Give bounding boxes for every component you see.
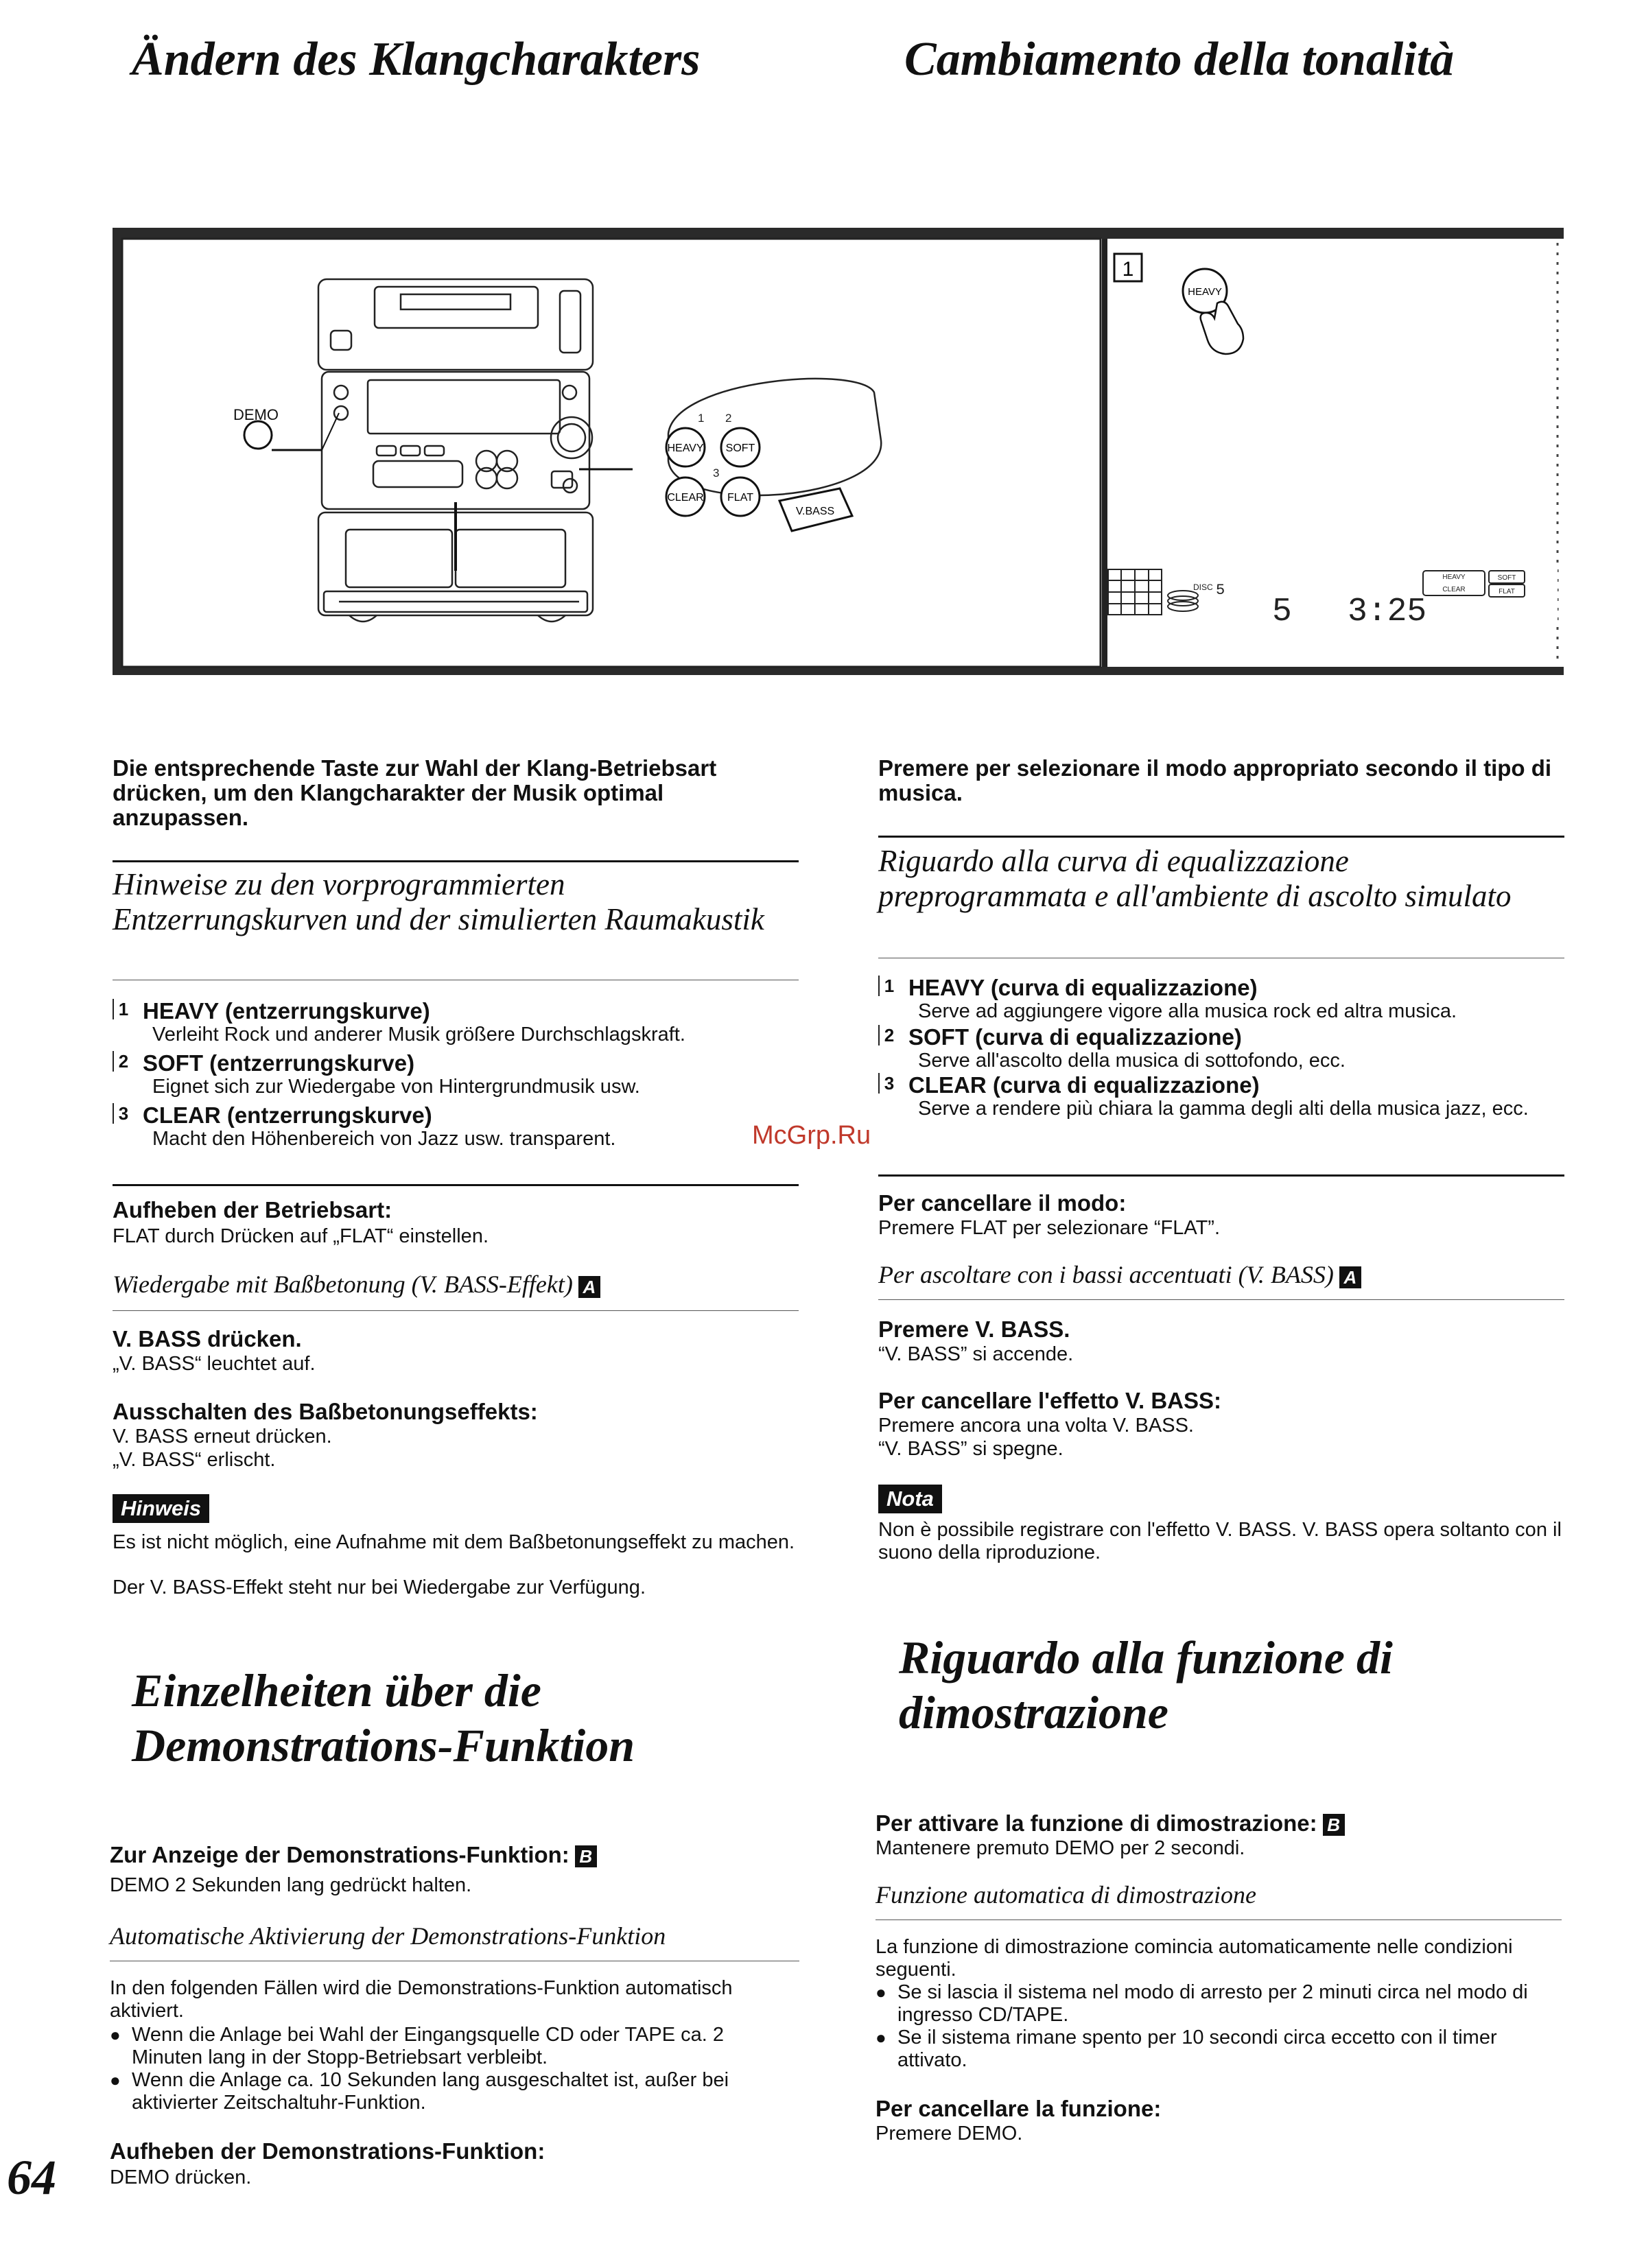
demo-show-head-it bbox=[876, 1811, 1345, 1836]
eq-desc: Macht den Höhenbereich von Jazz usw. transparent. bbox=[152, 1128, 616, 1150]
heavy-button-label: HEAVY bbox=[667, 442, 704, 454]
demo-show-text-it: Mantenere premuto DEMO per 2 secondi. bbox=[876, 1837, 1245, 1859]
eq-name: HEAVY (entzerrungskurve) bbox=[143, 998, 430, 1024]
rule-de-cancel bbox=[113, 1184, 799, 1186]
list-item: ● Wenn die Anlage ca. 10 Sekunden lang ausgeschaltet ist, außer bei aktivierter Zeitschaltuhr-Funktion. bbox=[110, 2069, 799, 2114]
intro-it: Premere per selezionare il modo appropriato secondo il tipo di musica. bbox=[878, 755, 1552, 805]
eq-name: SOFT (curva di equalizzazione) bbox=[908, 1024, 1242, 1050]
eq-desc: Serve ad aggiungere vigore alla musica rock ed altra musica. bbox=[918, 1000, 1457, 1022]
cancel-mode-text-it: Premere FLAT per selezionare “FLAT”. bbox=[878, 1217, 1220, 1239]
vbass-press-text-de: „V. BASS“ leuchtet auf. bbox=[113, 1353, 316, 1375]
eq-desc: Verleiht Rock und anderer Musik größere Durchschlagskraft. bbox=[152, 1024, 685, 1046]
auto-bullets-it bbox=[876, 1981, 1562, 2072]
display-mode-clear: CLEAR bbox=[1442, 586, 1466, 593]
vbass-heading-de bbox=[113, 1271, 799, 1298]
display-mode-heavy: HEAVY bbox=[1442, 574, 1466, 581]
display-disc-label: DISC bbox=[1193, 582, 1213, 592]
badge-b: B bbox=[1323, 1814, 1345, 1836]
vbass-off-text1-de: V. BASS erneut drücken. bbox=[113, 1426, 332, 1448]
eq-num: 3 bbox=[113, 1103, 133, 1124]
demo-cancel-text-de: DEMO drücken. bbox=[110, 2166, 252, 2188]
page-title-de: Ändern des Klangcharakters bbox=[132, 33, 701, 86]
demo-cancel-head-de: Aufheben der Demonstrations-Funktion: bbox=[110, 2138, 545, 2164]
figure-illustration bbox=[113, 228, 1564, 675]
list-item: ● Wenn die Anlage bei Wahl der Eingangsquelle CD oder TAPE ca. 2 Minuten lang in der Stopp-Betriebsart verbleibt. bbox=[110, 2024, 799, 2069]
rule-it-vbass bbox=[878, 1299, 1564, 1300]
eq-name: CLEAR (entzerrungskurve) bbox=[143, 1102, 432, 1128]
vbass-heading-it bbox=[878, 1261, 1564, 1288]
eq-num: 3 bbox=[878, 1073, 899, 1094]
demo-title-it: Riguardo alla funzione di dimostrazione bbox=[899, 1631, 1393, 1738]
eq-heading-it: Riguardo alla curva di equalizzazione preprogrammata e all'ambiente di ascolto simulato bbox=[878, 844, 1512, 913]
demo-show-head-text: Per attivare la funzione di dimostrazione: bbox=[876, 1810, 1317, 1836]
watermark: McGrp.Ru bbox=[752, 1121, 871, 1150]
badge-b: B bbox=[575, 1845, 597, 1867]
intro-de: Die entsprechende Taste zur Wahl der Klang-Betriebsart drücken, um den Klangcharakter der Musik optimal anzupassen. bbox=[113, 755, 717, 830]
display-time: 3:25 bbox=[1348, 593, 1427, 630]
demo-show-text-de: DEMO 2 Sekunden lang gedrückt halten. bbox=[110, 1874, 472, 1896]
demo-show-head-de bbox=[110, 1843, 597, 1867]
auto-text-it: La funzione di dimostrazione comincia automaticamente nelle condizioni seguenti. bbox=[876, 1936, 1513, 1981]
rule-it-eq-top bbox=[878, 836, 1564, 838]
soft-button-label: SOFT bbox=[725, 442, 755, 454]
eq-item-clear-de bbox=[113, 1103, 799, 1150]
demo-title-de: Einzelheiten über die Demonstrations-Funktion bbox=[132, 1664, 635, 1771]
eq-desc: Eignet sich zur Wiedergabe von Hintergrundmusik usw. bbox=[152, 1076, 640, 1098]
vbass-press-head-it: Premere V. BASS. bbox=[878, 1316, 1070, 1342]
page-title-it: Cambiamento della tonalità bbox=[904, 33, 1455, 86]
lcd-display bbox=[1107, 565, 1558, 620]
display-mode-soft: SOFT bbox=[1497, 574, 1516, 582]
button-number-1: 1 bbox=[698, 412, 705, 425]
list-item: ● Se si lascia il sistema nel modo di arresto per 2 minuti circa nel modo di ingresso CD/TAPE. bbox=[876, 1981, 1562, 2027]
vbass-off-head-it: Per cancellare l'effetto V. BASS: bbox=[878, 1388, 1221, 1413]
page-number: 64 bbox=[7, 2150, 56, 2205]
note-text2-de: Der V. BASS-Effekt steht nur bei Wiedergabe zur Verfügung. bbox=[113, 1576, 646, 1598]
button-number-2: 2 bbox=[725, 412, 732, 425]
display-disc-number: 5 bbox=[1216, 582, 1225, 599]
vbass-press-head-de: V. BASS drücken. bbox=[113, 1326, 302, 1351]
auto-bullets-de bbox=[110, 2024, 799, 2114]
badge-a: A bbox=[578, 1276, 600, 1298]
note-badge-it: Nota bbox=[878, 1485, 942, 1513]
demo-cancel-head-it: Per cancellare la funzione: bbox=[876, 2096, 1162, 2121]
eq-item-soft-de bbox=[113, 1051, 799, 1098]
eq-num: 1 bbox=[113, 999, 133, 1019]
eq-name: SOFT (entzerrungskurve) bbox=[143, 1050, 415, 1076]
button-number-3: 3 bbox=[713, 466, 720, 480]
eq-desc: Serve a rendere più chiara la gamma degli alti della musica jazz, ecc. bbox=[918, 1098, 1529, 1120]
vbass-heading-text: Wiedergabe mit Baßbetonung (V. BASS-Effekt) bbox=[113, 1271, 573, 1298]
clear-button-label: CLEAR bbox=[667, 492, 704, 504]
eq-num: 1 bbox=[878, 976, 899, 996]
eq-desc: Serve all'ascolto della musica di sottofondo, ecc. bbox=[918, 1050, 1346, 1072]
auto-text-de: In den folgenden Fällen wird die Demonstrations-Funktion automatisch aktiviert. bbox=[110, 1977, 733, 2022]
display-track: 5 bbox=[1272, 593, 1292, 630]
vbass-heading-text: Per ascoltare con i bassi accentuati (V. BASS) bbox=[878, 1261, 1334, 1288]
cancel-mode-text-de: FLAT durch Drücken auf „FLAT“ einstellen. bbox=[113, 1225, 489, 1247]
eq-name: HEAVY (curva di equalizzazione) bbox=[908, 975, 1258, 1000]
auto-heading-it: Funzione automatica di dimostrazione bbox=[876, 1881, 1256, 1909]
display-mode-flat: FLAT bbox=[1499, 588, 1515, 595]
auto-heading-de: Automatische Aktivierung der Demonstrations-Funktion bbox=[110, 1922, 666, 1950]
step-number: 1 bbox=[1122, 258, 1134, 281]
vbass-off-head-de: Ausschalten des Baßbetonungseffekts: bbox=[113, 1399, 538, 1424]
eq-num: 2 bbox=[878, 1025, 899, 1046]
vbass-off-text1-it: Premere ancora una volta V. BASS. bbox=[878, 1415, 1194, 1437]
demo-label: DEMO bbox=[233, 406, 279, 423]
cancel-mode-head-de: Aufheben der Betriebsart: bbox=[113, 1197, 392, 1222]
eq-item-clear-it bbox=[878, 1073, 1564, 1120]
cancel-mode-head-it: Per cancellare il modo: bbox=[878, 1190, 1127, 1216]
figure-panel bbox=[113, 228, 1564, 675]
note-text-it: Non è possibile registrare con l'effetto V. BASS. V. BASS opera soltanto con il suono della riproduzione. bbox=[878, 1519, 1562, 1563]
demo-show-head-text: Zur Anzeige der Demonstrations-Funktion: bbox=[110, 1842, 569, 1867]
badge-a: A bbox=[1339, 1266, 1361, 1288]
eq-num: 2 bbox=[113, 1051, 133, 1072]
rule-de-vbass bbox=[113, 1310, 799, 1311]
eq-name: CLEAR (curva di equalizzazione) bbox=[908, 1072, 1260, 1098]
eq-item-heavy-de bbox=[113, 999, 799, 1046]
vbass-button-label: V.BASS bbox=[795, 506, 835, 517]
vbass-off-text2-it: “V. BASS” si spegne. bbox=[878, 1438, 1064, 1460]
note-badge-de: Hinweis bbox=[113, 1494, 209, 1523]
eq-item-soft-it bbox=[878, 1025, 1564, 1072]
note-text1-de: Es ist nicht möglich, eine Aufnahme mit dem Baßbetonungseffekt zu machen. bbox=[113, 1531, 795, 1553]
demo-cancel-text-it: Premere DEMO. bbox=[876, 2123, 1023, 2145]
rule-it-auto bbox=[876, 1919, 1562, 1920]
rule-de-eq-top bbox=[113, 860, 799, 862]
flat-button-label: FLAT bbox=[727, 492, 753, 504]
eq-heading-de: Hinweise zu den vorprogrammierten Entzerrungskurven und der simulierten Raumakustik bbox=[113, 867, 764, 936]
rule-it-cancel bbox=[878, 1174, 1564, 1177]
vbass-off-text2-de: „V. BASS“ erlischt. bbox=[113, 1449, 276, 1471]
press-heavy-label: HEAVY bbox=[1188, 286, 1222, 298]
vbass-press-text-it: “V. BASS” si accende. bbox=[878, 1343, 1074, 1365]
list-item: ● Se il sistema rimane spento per 10 secondi circa eccetto con il timer attivato. bbox=[876, 2027, 1562, 2072]
eq-item-heavy-it bbox=[878, 976, 1564, 1023]
